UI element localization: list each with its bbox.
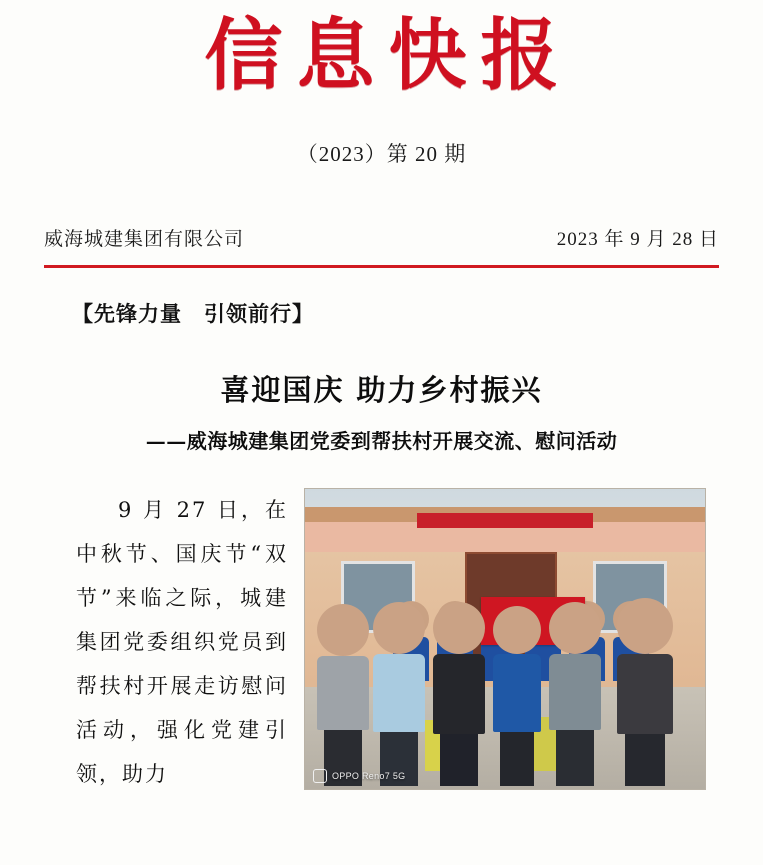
issue-number: （2023）第 20 期 (296, 142, 467, 167)
photo-person-body (493, 654, 541, 732)
photo-person-legs (440, 734, 477, 786)
photo-watermark-text: OPPO Reno7 5G (332, 771, 406, 782)
photo-person-head (373, 602, 425, 654)
photo-person-head (317, 604, 369, 656)
masthead (0, 0, 763, 101)
photo-person-head (617, 598, 673, 654)
photo-person-legs (500, 732, 535, 786)
publisher-name: 威海城建集团有限公司 (44, 229, 245, 251)
publish-date: 2023 年 9 月 28 日 (556, 229, 719, 251)
masthead-title: 信息快报 (204, 10, 573, 101)
article-body-paragraph: 9 月 27 日，在中秋节、国庆节“双节”来临之际，城建集团党委组织党员到帮扶村开展走访慰问活动，强化党建引领，助力 (76, 498, 288, 787)
photo-person-body (617, 654, 673, 734)
photo-person-body (373, 654, 425, 732)
article-subheadline: ——威海城建集团党委到帮扶村开展交流、慰问活动 (145, 429, 618, 454)
photo-person-front (617, 598, 673, 786)
photo-person-head (493, 606, 541, 654)
photo-person-legs (625, 734, 665, 786)
photo-watermark (313, 769, 405, 783)
header-divider (44, 265, 719, 268)
article-photo (304, 488, 706, 790)
column-tag: 【先锋力量 引领前行】 (72, 301, 314, 327)
photo-person-front (493, 606, 541, 786)
photo-person-front (549, 602, 601, 786)
article-body-text (76, 488, 288, 796)
photo-person-body (549, 654, 601, 730)
photo-person-front (317, 604, 369, 786)
photo-person-head (549, 602, 601, 654)
photo-person-front (433, 602, 485, 786)
publisher-row (44, 224, 719, 251)
photo-person-legs (556, 730, 593, 786)
photo-banner (417, 513, 593, 528)
article-body-area (0, 488, 763, 796)
photo-person-front (373, 602, 425, 786)
photo-person-body (433, 654, 485, 734)
photo-person-head (433, 602, 485, 654)
article-headline: 喜迎国庆 助力乡村振兴 (220, 373, 543, 408)
photo-person-body (317, 656, 369, 730)
camera-icon (313, 769, 327, 783)
